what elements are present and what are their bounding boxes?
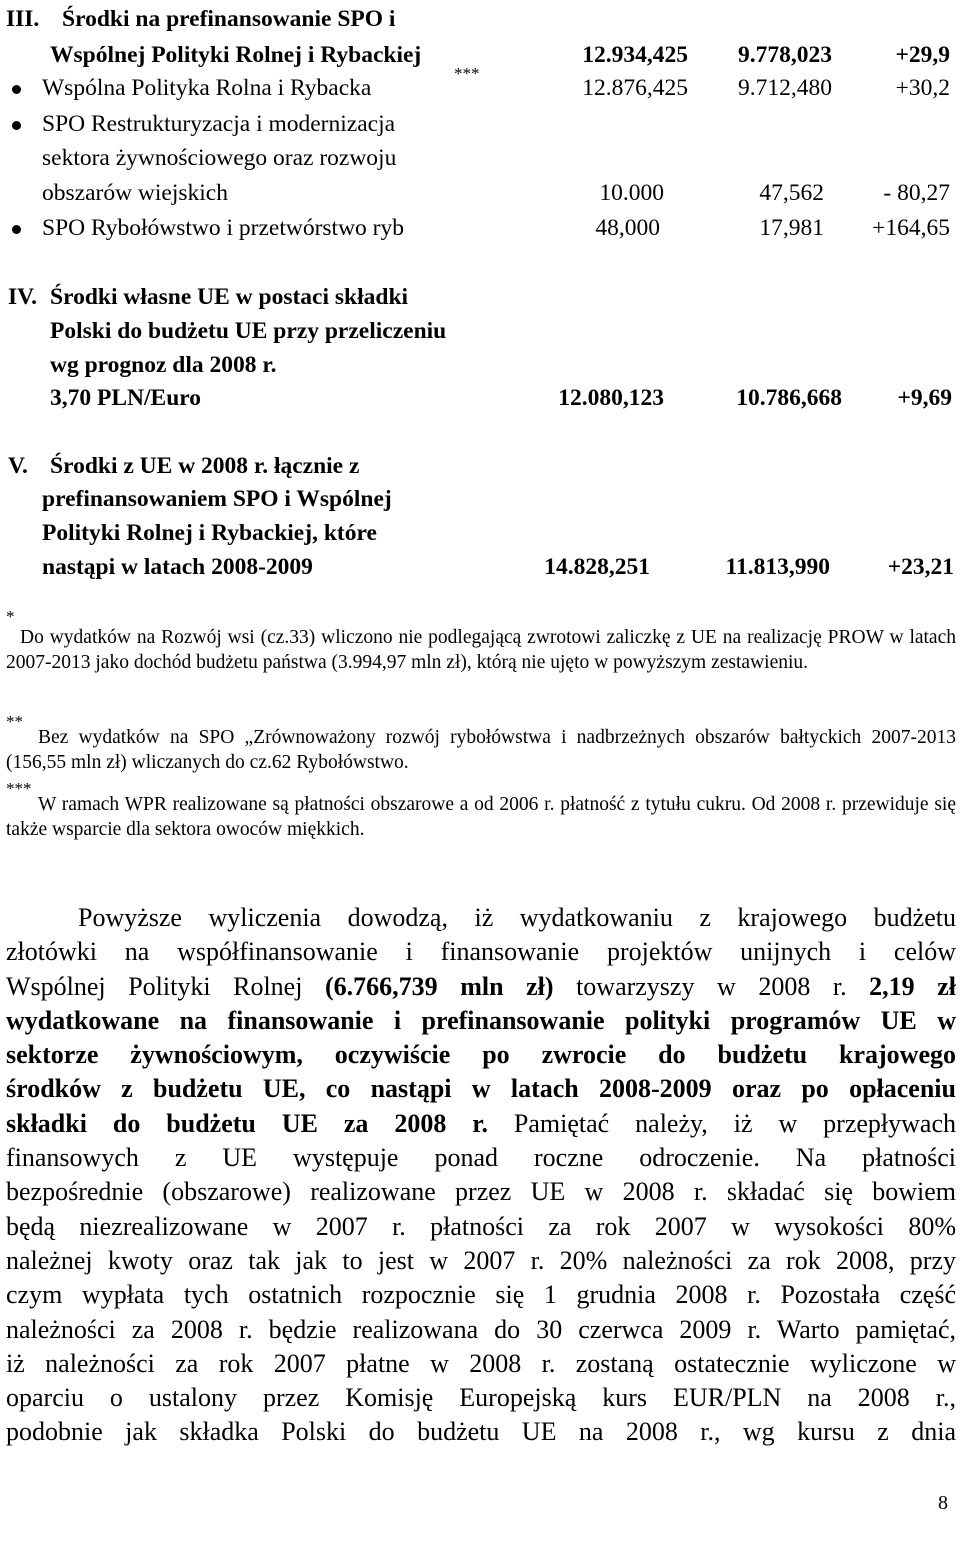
item-spo-restr-value-3: - 80,27 — [883, 180, 950, 206]
section-v-title-line2: prefinansowaniem SPO i Wspólnej — [42, 486, 392, 512]
section-iii-value-3: +29,9 — [895, 42, 950, 68]
section-v-title-line1: Środki z UE w 2008 r. łącznie z — [50, 453, 360, 479]
section-iv-title-line2: Polski do budżetu UE przy przeliczeniu — [50, 318, 447, 344]
section-v-title-line4: nastąpi w latach 2008-2009 — [42, 554, 313, 580]
paragraph-line: czym wypłata tych ostatnich rozpocznie się 1 grudnia 2008 r. Pozostała część — [6, 1280, 956, 1310]
item-spo-ryb-value-3: +164,65 — [872, 215, 950, 241]
item-spo-ryb-value-1: 48,000 — [595, 215, 660, 241]
paragraph-text: towarzyszy w 2008 r. — [553, 971, 870, 1001]
item-spo-restr-value-2: 47,562 — [759, 180, 824, 206]
section-iii-title-line2: Wspólnej Polityki Rolnej i Rybackiej — [50, 42, 422, 68]
body-paragraph — [6, 901, 956, 1450]
section-iv-title-line1: Środki własne UE w postaci składki — [50, 284, 409, 310]
paragraph-line: będą niezrealizowane w 2007 r. płatności za rok 2007 w wysokości 80% — [6, 1211, 956, 1241]
footnote-1-text: Do wydatków na Rozwój wsi (cz.33) wliczono nie podlegającą zwrotowi zaliczkę z UE na realizację PROW w latach 2007-2013 jako dochód budżetu państwa (3.994,97 mln zł), którą nie ujęto w powyższym zestawieniu. — [6, 627, 956, 673]
section-iii-value-2: 9.778,023 — [738, 42, 832, 68]
footnote-2-mark: ** — [6, 712, 23, 731]
section-iv-title-line4: 3,70 PLN/Euro — [50, 385, 202, 411]
item-wpr-value-3: +30,2 — [895, 75, 950, 101]
paragraph-line — [6, 1107, 956, 1141]
item-wpr-value-1: 12.876,425 — [582, 75, 688, 101]
paragraph-line: podobnie jak składka Polski do budżetu UE na 2008 r., wg kursu z dnia — [6, 1417, 956, 1447]
section-iv-title-line3: wg prognoz dla 2008 r. — [50, 352, 277, 378]
section-v-title-line3: Polityki Rolnej i Rybackiej, które — [42, 520, 377, 546]
item-spo-restr-label-line1: SPO Restrukturyzacja i modernizacja — [42, 111, 396, 137]
bullet-icon — [12, 85, 21, 94]
section-v-value-3: +23,21 — [887, 554, 954, 580]
paragraph-line: Powyższe wyliczenia dowodzą, iż wydatkowaniu z krajowego budżetu — [78, 903, 956, 932]
paragraph-line: finansowych z UE występuje ponad roczne odroczenie. Na płatności — [6, 1143, 956, 1173]
bullet-icon — [12, 225, 21, 234]
section-iii-roman: III. — [6, 6, 40, 32]
section-iv-value-3: +9,69 — [897, 385, 952, 411]
section-v-value-1: 14.828,251 — [544, 554, 650, 580]
page-number: 8 — [938, 1492, 948, 1514]
paragraph-line: złotówki na współfinansowanie i finansowanie projektów unijnych i celów — [6, 937, 956, 967]
paragraph-bold-amount: (6.766,739 mln zł) — [324, 971, 554, 1001]
paragraph-line: bezpośrednie (obszarowe) realizowane przez UE w 2008 r. składać się bowiem — [6, 1177, 956, 1207]
paragraph-line: oparciu o ustalony przez Komisję Europejską kurs EUR/PLN na 2008 r., — [6, 1383, 956, 1413]
paragraph-text: Wspólnej Polityki Rolnej — [6, 971, 325, 1001]
paragraph-line: należności za 2008 r. będzie realizowana do 30 czerwca 2009 r. Warto pamiętać, — [6, 1314, 956, 1344]
item-spo-ryb-value-2: 17,981 — [759, 215, 824, 241]
section-iv-value-1: 12.080,123 — [558, 385, 664, 411]
footnote-3-text: W ramach WPR realizowane są płatności obszarowe a od 2006 r. płatność z tytułu cukru. Od 2008 r. przewiduje się także wsparcie dla sektora owoców miękkich. — [6, 794, 956, 840]
section-iii-title-line1: Środki na prefinansowanie SPO i — [62, 6, 396, 32]
item-spo-restr-label-line2: sektora żywnościowego oraz rozwoju — [42, 145, 397, 171]
paragraph-line-bold: sektorze żywnościowym, oczywiście po zwrocie do budżetu krajowego — [6, 1040, 956, 1070]
paragraph-line: należnej kwoty oraz tak jak to jest w 2007 r. 20% należności za rok 2008, przy — [6, 1245, 956, 1275]
paragraph-bold-amount: 2,19 zł — [869, 971, 956, 1001]
footnote-3-mark: *** — [6, 779, 32, 798]
paragraph-line-bold: wydatkowane na finansowanie i prefinansowanie polityki programów UE w — [6, 1005, 956, 1035]
bullet-icon — [12, 121, 21, 130]
item-spo-restr-value-1: 10.000 — [599, 180, 664, 206]
paragraph-line-bold: środków z budżetu UE, co nastąpi w latach 2008-2009 oraz po opłaceniu — [6, 1074, 956, 1104]
item-spo-ryb-label: SPO Rybołówstwo i przetwórstwo ryb — [42, 215, 405, 241]
item-spo-restr-label-line3: obszarów wiejskich — [42, 180, 228, 206]
section-iv-roman: IV. — [8, 284, 37, 310]
paragraph-text: Pamiętać należy, iż w przepływach — [487, 1108, 956, 1138]
item-wpr-value-2: 9.712,480 — [738, 75, 832, 101]
section-iv-value-2: 10.786,668 — [736, 385, 842, 411]
item-wpr-label: Wspólna Polityka Rolna i Rybacka — [42, 75, 372, 101]
section-v-roman: V. — [8, 453, 28, 479]
footnote-2-text: Bez wydatków na SPO „Zrównoważony rozwój rybołówstwa i nadbrzeżnych obszarów bałtyckich 2007-2013 (156,55 mln zł) wliczanych do cz.62 Rybołówstwo. — [6, 727, 956, 773]
paragraph-line: iż należności za rok 2007 płatne w 2008 r. zostaną ostatecznie wyliczone w — [6, 1348, 956, 1378]
section-v-value-2: 11.813,990 — [725, 554, 830, 580]
paragraph-line — [6, 970, 956, 1004]
section-iii-value-1: 12.934,425 — [582, 42, 688, 68]
item-wpr-footnote-mark: *** — [454, 64, 480, 83]
paragraph-bold-text: składki do budżetu UE za 2008 r. — [6, 1108, 488, 1138]
footnote-1-mark: * — [6, 607, 15, 626]
